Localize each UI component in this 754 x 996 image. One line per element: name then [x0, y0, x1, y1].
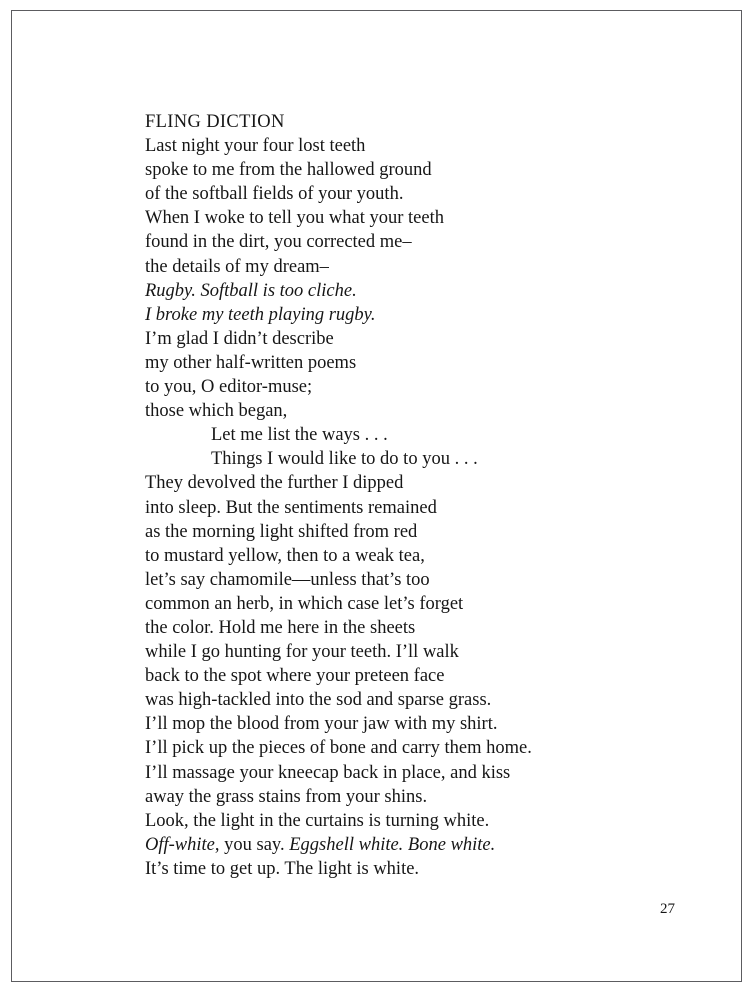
- poem-line: It’s time to get up. The light is white.: [145, 858, 420, 879]
- poem-line: the color. Hold me here in the sheets: [145, 617, 416, 638]
- poem-line: the details of my dream–: [145, 256, 329, 277]
- poem-line: Last night your four lost teeth: [145, 136, 366, 157]
- poem-line-segment: Off-white: [145, 834, 215, 855]
- poem-line: of the softball fields of your youth.: [145, 184, 404, 205]
- poem-line: my other half-written poems: [145, 352, 357, 373]
- poem-body: [145, 110, 615, 881]
- poem-line: away the grass stains from your shins.: [145, 786, 428, 807]
- poem-line-segment: , you say.: [214, 834, 290, 855]
- poem-line: I broke my teeth playing rugby.: [145, 304, 376, 325]
- poem-line: those which began,: [145, 401, 288, 422]
- page-title: FLING DICTION: [145, 112, 285, 132]
- page-number: 27: [660, 901, 675, 917]
- poem-line: Things I would like to do to you . . .: [211, 449, 478, 470]
- poem-line: They devolved the further I dipped: [145, 473, 404, 494]
- poem-line: I’m glad I didn’t describe: [145, 328, 334, 349]
- poem-line: Rugby. Softball is too cliche.: [145, 280, 357, 301]
- poem-line: When I woke to tell you what your teeth: [145, 208, 444, 229]
- poem-line: spoke to me from the hallowed ground: [145, 160, 432, 181]
- poem-line: into sleep. But the sentiments remained: [145, 497, 437, 518]
- poem-line: to you, O editor-muse;: [145, 377, 313, 398]
- poem-line: to mustard yellow, then to a weak tea,: [145, 545, 425, 566]
- poem-line-segment: Eggshell white. Bone white.: [289, 834, 496, 855]
- poem-lines: [145, 134, 615, 881]
- poem-line: I’ll mop the blood from your jaw with my shirt.: [145, 714, 498, 735]
- page-frame: [11, 10, 742, 982]
- poem-line: found in the dirt, you corrected me–: [145, 232, 412, 253]
- poem-line: let’s say chamomile—unless that’s too: [145, 569, 430, 590]
- poem-line: Look, the light in the curtains is turning white.: [145, 810, 490, 831]
- poem-line: common an herb, in which case let’s forget: [145, 593, 464, 614]
- poem-line: was high-tackled into the sod and sparse grass.: [145, 690, 492, 711]
- poem-line: as the morning light shifted from red: [145, 521, 418, 542]
- poem-line: back to the spot where your preteen face: [145, 666, 445, 687]
- poem-line: Let me list the ways . . .: [211, 425, 388, 446]
- poem-line: while I go hunting for your teeth. I’ll walk: [145, 642, 459, 663]
- poem-line: I’ll pick up the pieces of bone and carry them home.: [145, 738, 532, 759]
- poem-line: I’ll massage your kneecap back in place, and kiss: [145, 762, 511, 783]
- poem-line: [145, 833, 615, 857]
